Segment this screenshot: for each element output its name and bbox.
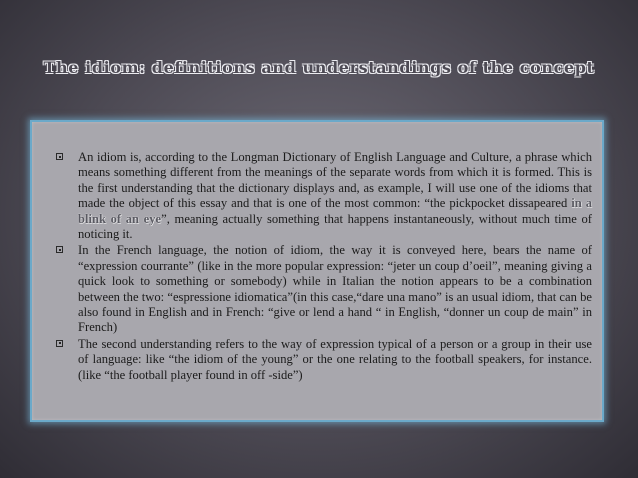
bullet-text: In the French language, the notion of idiom, the way it is conveyed here, bears the name of “expression courrante” (like in the more popular expression: “jeter un coup d’oeil”, meaning giving a quick look to something or somebody) while in Italian the notion appears to be a combination between the two: “espressione idiomatica”(in this case,“dare una mano” is an usual idiom, that can be also found in English and in French: “give or lend a hand “ in English, “donner un coup de main” in French)	[78, 243, 592, 335]
bullet-list	[32, 122, 602, 383]
content-box	[30, 120, 604, 422]
square-bullet-icon	[56, 340, 63, 347]
highlighted-idiom: in a blink of an eye	[78, 196, 592, 226]
bullet-item-idiom-definition	[42, 150, 592, 242]
square-bullet-icon	[56, 246, 63, 253]
bullet-item-french-italian	[42, 243, 592, 335]
bullet-text-before: An idiom is, according to the Longman Dictionary of English Language and Culture, a phrase which means something different from the meanings of the separate words from which it is formed. This is the first understanding that the dictionary displays and, as example, I will use one of the idioms that made the object of this essay and that is one of the most common: “the pickpocket dissapeared	[78, 150, 592, 211]
bullet-item-second-understanding	[42, 337, 592, 383]
slide-title: The idiom: definitions and understandings of the concept	[43, 58, 595, 77]
bullet-text: The second understanding refers to the way of expression typical of a person or a group in their use of language: like “the idiom of the young” or the one relating to the football speakers, for instance. (like “the football player found in off -side”)	[78, 336, 592, 382]
bullet-text-after: ”, meaning actually something that happens instantaneously, without much time of noticing it.	[78, 211, 592, 242]
square-bullet-icon	[56, 153, 63, 160]
